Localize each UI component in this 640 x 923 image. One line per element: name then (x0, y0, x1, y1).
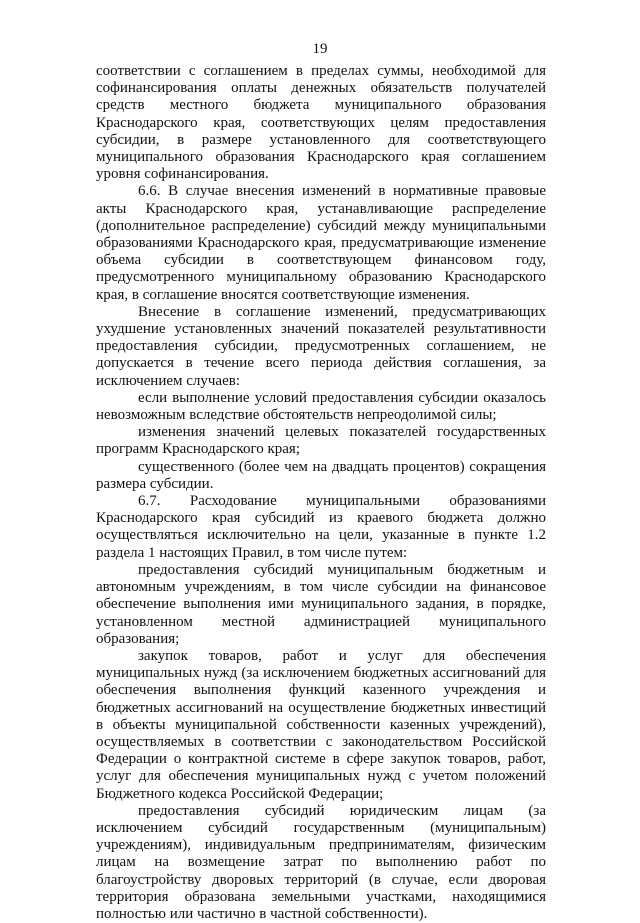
paragraph-clause-6-7: 6.7. Расходование муниципальными образованиями Краснодарского края субсидий из краевого бюджета должно осуществляться исключительно на цели, указанные в пункте 1.2 раздела 1 настоящих Правил, в том числе путем: (96, 493, 546, 561)
page-number: 19 (312, 41, 328, 57)
paragraph-way-subsidies-legal-entities: предоставления субсидий юридическим лицам (за исключением субсидий государственным (муниципальным) учреждениям), индивидуальным предпринимателям, физическим лицам на возмещение затрат по выполнению работ по благоустройству дворовых территорий (в случае, если дворовая территория образована земельными участками, находящимися полностью или частично в частной собственности). (96, 802, 546, 922)
paragraph-amendments: Внесение в соглашение изменений, предусматривающих ухудшение установленных значений показателей результативности предоставления субсидии, предусмотренных соглашением, не допускается в течение всего периода действия соглашения, за исключением случаев: (96, 303, 546, 389)
paragraph-continuation: соответствии с соглашением в пределах суммы, необходимой для софинансирования оплаты денежных обязательств получателей средств местного бюджета муниципального образования Краснодарского края, соответствующих целям предоставления субсидии, в размере установленного для соответствующего муниципального образования Краснодарского края соглашением уровня софинансирования. (96, 63, 546, 183)
paragraph-case-force-majeure: если выполнение условий предоставления субсидии оказалось невозможным вследствие обстоятельств непреодолимой силы; (96, 389, 546, 424)
paragraph-clause-6-6: 6.6. В случае внесения изменений в нормативные правовые акты Краснодарского края, устанавливающие распределение (дополнительное распределение) субсидий между муниципальными образованиями Краснодарского края, предусматривающие изменение объема субсидии в соответствующем финансовом году, предусмотренного муниципальному образованию Краснодарского края, в соглашение вносятся соответствующие изменения. (96, 183, 546, 303)
paragraph-way-procurement: закупок товаров, работ и услуг для обеспечения муниципальных нужд (за исключением бюджетных ассигнований для обеспечения выполнения функций казенного учреждения и бюджетных ассигнований на осуществление бюджетных инвестиций в объекты муниципальной собственности казенных учреждений), осуществляемых в соответствии с законодательством Российской Федерации о контрактной системе в сфере закупок товаров, работ, услуг для обеспечения муниципальных нужд с учетом положений Бюджетного кодекса Российской Федерации; (96, 647, 546, 802)
paragraph-case-reduction: существенного (более чем на двадцать процентов) сокращения размера субсидии. (96, 458, 546, 492)
paragraph-way-subsidies-institutions: предоставления субсидий муниципальным бюджетным и автономным учреждениям, в том числе субсидии на финансовое обеспечение выполнения ими муниципального задания, в порядке, установленном местной администрацией муниципального образования; (96, 561, 546, 647)
paragraph-case-target-indicators: изменения значений целевых показателей государственных программ Краснодарского края; (96, 424, 546, 458)
document-body (96, 63, 546, 923)
